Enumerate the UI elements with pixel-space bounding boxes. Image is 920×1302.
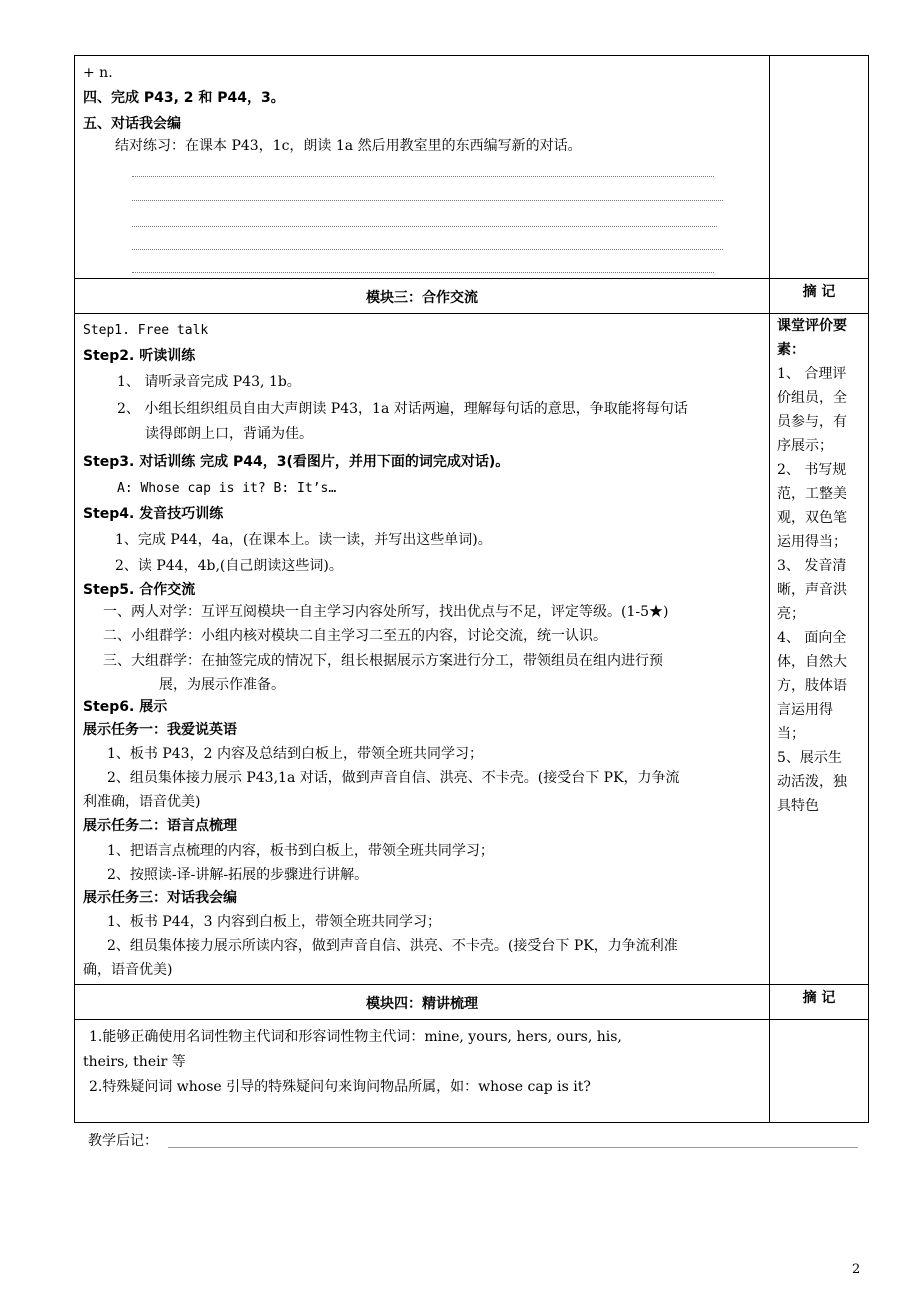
text-line: 2、读 P44，4b,(自己朗读这些词)。 (115, 558, 343, 574)
notes-header: 摘 记 (802, 284, 836, 300)
column-divider (769, 56, 770, 1122)
notes-header: 摘 记 (802, 990, 836, 1006)
postscript-label: 教学后记： (88, 1133, 158, 1149)
dialogue-line: A: Whose cap is it? B: It’s… (117, 481, 337, 496)
postscript-line (168, 1147, 858, 1148)
criteria-line: 运用得当； (777, 534, 847, 550)
text-line: 2、组员集体接力展示所读内容，做到声音自信、洪亮、不卡壳。(接受台下 PK，力争流利准 (107, 938, 678, 954)
criteria-title: 素： (777, 342, 805, 358)
criteria-line: 价组员，全 (777, 390, 847, 406)
task-heading: 展示任务二：语言点梳理 (83, 818, 237, 834)
writing-line (132, 226, 717, 227)
lesson-plan-table (74, 55, 869, 1123)
text-line: 2、按照读-译-讲解-拓展的步骤进行讲解。 (107, 867, 369, 883)
text-line: 三、大组群学：在抽签完成的情况下，组长根据展示方案进行分工，带领组员在组内进行预 (103, 653, 663, 669)
text-line: 结对练习：在课本 P43，1c，朗读 1a 然后用教室里的东西编写新的对话。 (115, 138, 582, 154)
text-line: 二、小组群学：小组内核对模块二自主学习二至五的内容，讨论交流，统一认识。 (103, 628, 607, 644)
text-line: 2、 小组长组织组员自由大声朗读 P43，1a 对话两遍，理解每句话的意思，争取能将每句话 (117, 401, 688, 417)
criteria-line: 体，自然大 (777, 654, 847, 670)
writing-line (132, 272, 714, 273)
task-heading: 展示任务三：对话我会编 (83, 890, 237, 906)
criteria-line: 观，双色笔 (777, 510, 847, 526)
criteria-line: 具特色 (777, 798, 819, 814)
section-heading: 五、对话我会编 (83, 116, 181, 132)
step-heading: Step4. 发音技巧训练 (83, 506, 224, 522)
text-line: 1、板书 P44，3 内容到白板上，带领全班共同学习； (107, 914, 441, 930)
writing-line (132, 176, 714, 177)
criteria-line: 动活泼，独 (777, 774, 847, 790)
text-line: 一、两人对学：互评互阅模块一自主学习内容处所写，找出优点与不足，评定等级。(1-5★) (103, 604, 669, 620)
criteria-line: 亮； (777, 606, 805, 622)
text-line: 展，为展示作准备。 (159, 677, 285, 693)
criteria-line: 3、 发音清 (777, 558, 847, 574)
row-divider (75, 1019, 868, 1020)
text-line: 1、 请听录音完成 P43, 1b。 (117, 374, 301, 390)
criteria-title: 课堂评价要 (777, 318, 847, 334)
text-line: theirs, their 等 (83, 1054, 186, 1070)
page-number: 2 (852, 1262, 861, 1277)
row-divider (75, 278, 868, 279)
criteria-line: 2、 书写规 (777, 462, 847, 478)
text-line: 1、完成 P44，4a，(在课本上。读一读，并写出这些单词)。 (115, 532, 492, 548)
section-heading: 四、完成 P43, 2 和 P44，3。 (83, 90, 285, 106)
writing-line (132, 249, 723, 250)
criteria-line: 员参与，有 (777, 414, 847, 430)
evaluation-criteria (777, 314, 865, 818)
text-line: 1、板书 P43，2 内容及总结到白板上，带领全班共同学习； (107, 746, 483, 762)
criteria-line: 5、展示生 (777, 750, 842, 766)
step-heading: Step6. 展示 (83, 699, 168, 715)
step-heading: Step3. 对话训练 完成 P44，3(看图片，并用下面的词完成对话)。 (83, 454, 510, 470)
step-heading: Step1. Free talk (83, 323, 209, 338)
text-line: 利准确，语音优美) (83, 794, 201, 810)
step-heading: Step2. 听读训练 (83, 348, 196, 364)
text-line: + n. (83, 65, 113, 81)
task-heading: 展示任务一：我爱说英语 (83, 722, 237, 738)
text-line: 2.特殊疑问词 whose 引导的特殊疑问句来询问物品所属，如：whose cap is it? (89, 1079, 591, 1095)
criteria-line: 方，肢体语 (777, 678, 847, 694)
row-divider (75, 313, 868, 314)
text-line: 确，语音优美) (83, 962, 173, 978)
criteria-line: 1、 合理评 (777, 366, 847, 382)
row-divider (75, 984, 868, 985)
step-heading: Step5. 合作交流 (83, 582, 196, 598)
criteria-line: 当； (777, 726, 805, 742)
writing-line (132, 200, 723, 201)
text-line: 2、组员集体接力展示 P43,1a 对话，做到声音自信、洪亮、不卡壳。(接受台下 PK，力争流 (107, 770, 680, 786)
criteria-line: 范，工整美 (777, 486, 847, 502)
criteria-line: 言运用得 (777, 702, 833, 718)
text-line: 1.能够正确使用名词性物主代词和形容词性物主代词：mine, yours, hers, ours, his, (89, 1029, 622, 1045)
text-line: 1、把语言点梳理的内容，板书到白板上，带领全班共同学习； (107, 843, 494, 859)
criteria-line: 4、 面向全 (777, 630, 847, 646)
criteria-line: 晰，声音洪 (777, 582, 847, 598)
criteria-line: 序展示； (777, 438, 833, 454)
module-3-header: 模块三：合作交流 (366, 290, 478, 306)
text-line: 读得郎朗上口，背诵为佳。 (145, 426, 313, 442)
module-4-header: 模块四：精讲梳理 (366, 996, 478, 1012)
